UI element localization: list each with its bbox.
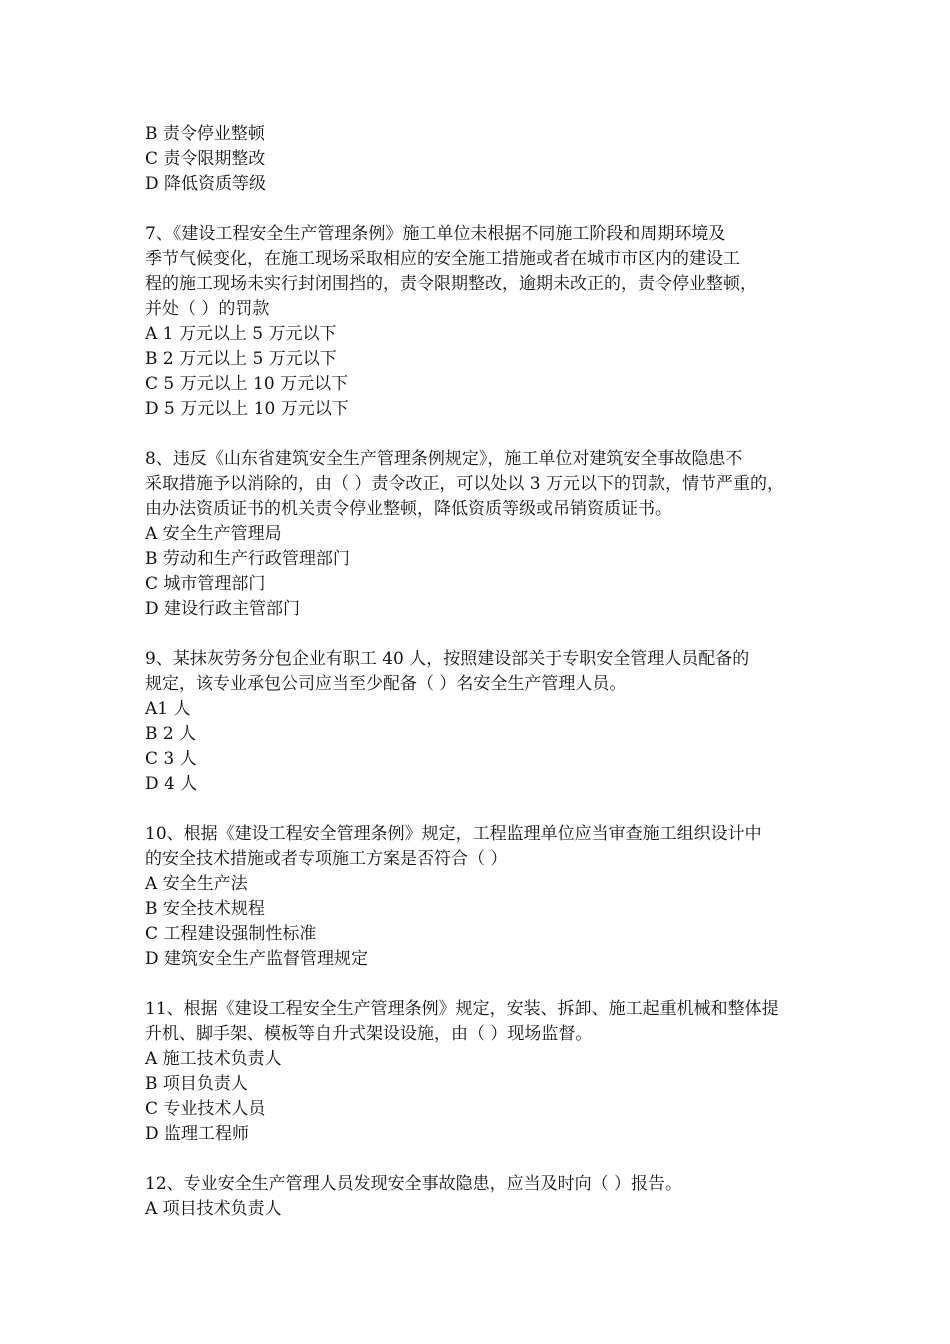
question-stem xyxy=(145,1172,825,1197)
question-7 xyxy=(145,222,825,422)
option-line: B 2 万元以上 5 万元以下 xyxy=(145,349,337,369)
option-line: A 项目技术负责人 xyxy=(145,1199,282,1219)
option-line: B 安全技术规程 xyxy=(145,899,265,919)
option-line: C 5 万元以上 10 万元以下 xyxy=(145,374,349,394)
question-9 xyxy=(145,647,825,797)
stem-line: 升机、脚手架、模板等自升式架设设施，由（ ）现场监督。 xyxy=(145,1024,593,1044)
question-stem xyxy=(145,222,825,322)
option-line: C 工程建设强制性标准 xyxy=(145,924,317,944)
stem-line: 9、某抹灰劳务分包企业有职工 40 人，按照建设部关于专职安全管理人员配备的 xyxy=(145,649,750,669)
option-line: A 安全生产法 xyxy=(145,874,248,894)
option-line: D 建设行政主管部门 xyxy=(145,599,301,619)
option-line: A 施工技术负责人 xyxy=(145,1049,282,1069)
stem-line: 11、根据《建设工程安全生产管理条例》规定，安装、拆卸、施工起重机械和整体提 xyxy=(145,999,779,1019)
option-line: D 5 万元以上 10 万元以下 xyxy=(145,399,349,419)
option-line: B 劳动和生产行政管理部门 xyxy=(145,549,350,569)
stem-line: 12、专业安全生产管理人员发现安全事故隐患，应当及时向（ ）报告。 xyxy=(145,1174,683,1194)
option-line: A 1 万元以上 5 万元以下 xyxy=(145,324,337,344)
stem-line: 程的施工现场未实行封闭围挡的，责令限期整改，逾期未改正的，责令停业整顿， xyxy=(145,274,757,294)
option-line: D 建筑安全生产监督管理规定 xyxy=(145,949,369,969)
option-line: D 监理工程师 xyxy=(145,1124,250,1144)
option-line: B 2 人 xyxy=(145,724,197,744)
stem-line: 由办法资质证书的机关责令停业整顿，降低资质等级或吊销资质证书。 xyxy=(145,499,672,519)
carryover-options xyxy=(145,122,825,197)
document-page xyxy=(145,122,825,1222)
option-line: C 责令限期整改 xyxy=(145,149,266,169)
stem-line: 10、根据《建设工程安全管理条例》规定，工程监理单位应当审查施工组织设计中 xyxy=(145,824,762,844)
question-8 xyxy=(145,447,825,622)
question-stem xyxy=(145,647,825,697)
option-line: D 4 人 xyxy=(145,774,198,794)
stem-line: 7、《建设工程安全生产管理条例》施工单位未根据不同施工阶段和周期环境及 xyxy=(145,224,726,244)
question-10 xyxy=(145,822,825,972)
option-line: A1 人 xyxy=(145,699,191,719)
option-line: C 专业技术人员 xyxy=(145,1099,266,1119)
option-line: C 3 人 xyxy=(145,749,197,769)
option-line: B 责令停业整顿 xyxy=(145,124,265,144)
question-11 xyxy=(145,997,825,1147)
option-line: A 安全生产管理局 xyxy=(145,524,282,544)
question-stem xyxy=(145,997,825,1047)
stem-line: 并处（ ）的罚款 xyxy=(145,299,270,319)
option-line: C 城市管理部门 xyxy=(145,574,266,594)
question-stem xyxy=(145,447,825,522)
stem-line: 采取措施予以消除的，由（ ）责令改正，可以处以 3 万元以下的罚款，情节严重的， xyxy=(145,474,785,494)
stem-line: 8、违反《山东省建筑安全生产管理条例规定》，施工单位对建筑安全事故隐患不 xyxy=(145,449,743,469)
option-line: D 降低资质等级 xyxy=(145,174,267,194)
option-line: B 项目负责人 xyxy=(145,1074,248,1094)
question-stem xyxy=(145,822,825,872)
stem-line: 的安全技术措施或者专项施工方案是否符合（ ） xyxy=(145,849,508,869)
stem-line: 规定，该专业承包公司应当至少配备（ ）名安全生产管理人员。 xyxy=(145,674,627,694)
stem-line: 季节气候变化，在施工现场采取相应的安全施工措施或者在城市市区内的建设工 xyxy=(145,249,740,269)
question-12 xyxy=(145,1172,825,1222)
